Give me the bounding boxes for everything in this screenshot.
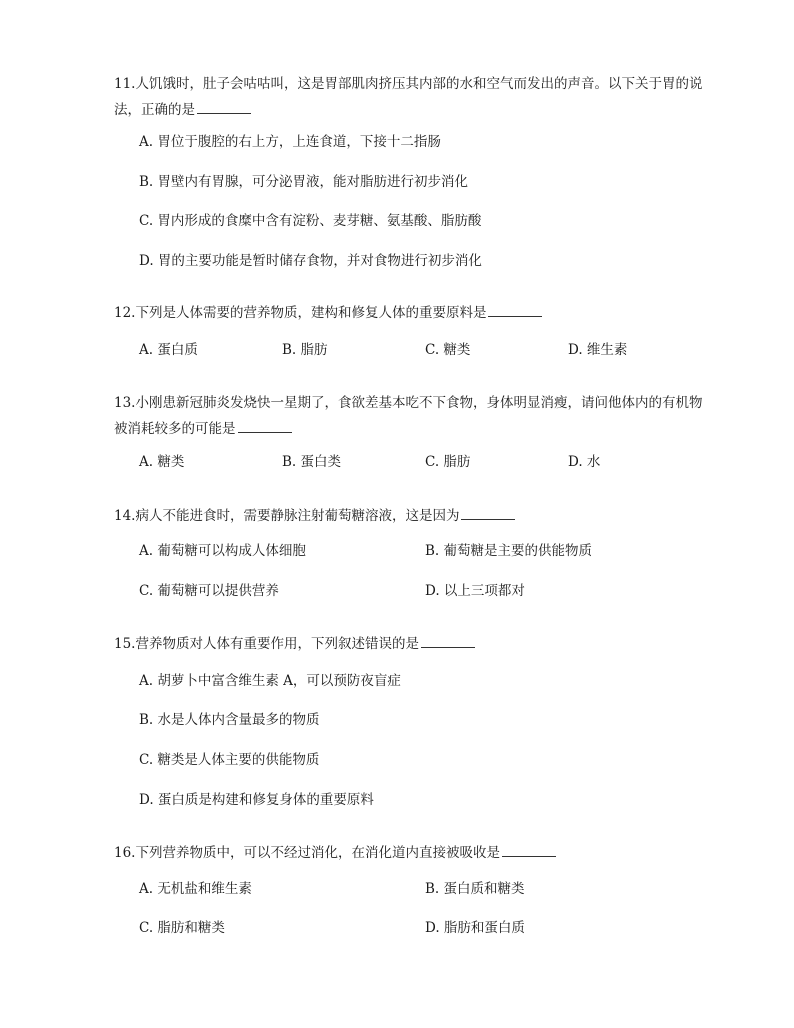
question-number: 16.	[114, 845, 136, 861]
question-14-option-d: D. 以上三项都对	[425, 583, 525, 599]
question-14-option-a: A. 葡萄糖可以构成人体细胞	[139, 543, 306, 559]
question-number: 14.	[114, 508, 136, 524]
question-11-stem	[114, 71, 714, 123]
question-16-stem	[114, 840, 714, 866]
question-14-stem	[114, 503, 714, 529]
question-13-option-c: C. 脂肪	[425, 454, 471, 470]
question-16-option-c: C. 脂肪和糖类	[139, 920, 225, 936]
question-16-option-d: D. 脂肪和蛋白质	[425, 920, 525, 936]
question-13-stem	[114, 390, 714, 442]
question-15-option-d: D. 蛋白质是构建和修复身体的重要原料	[139, 792, 374, 808]
question-number: 11.	[114, 76, 136, 92]
question-15-option-a: A. 胡萝卜中富含维生素 A，可以预防夜盲症	[139, 673, 401, 689]
question-16-option-b: B. 蛋白质和糖类	[425, 881, 525, 897]
answer-blank	[488, 303, 542, 317]
question-number: 12.	[114, 305, 136, 321]
question-14-option-b: B. 葡萄糖是主要的供能物质	[425, 543, 593, 559]
question-12-option-c: C. 糖类	[425, 342, 471, 358]
answer-blank	[461, 506, 515, 520]
question-16-option-a: A. 无机盐和维生素	[139, 881, 252, 897]
question-11-option-d: D. 胃的主要功能是暂时储存食物，并对食物进行初步消化	[139, 253, 482, 269]
question-15-option-c: C. 糖类是人体主要的供能物质	[139, 752, 320, 768]
question-text: 下列是人体需要的营养物质，建构和修复人体的重要原料是	[135, 305, 487, 321]
question-13-option-d: D. 水	[568, 454, 601, 470]
question-15-option-b: B. 水是人体内含量最多的物质	[139, 712, 320, 728]
question-text: 人饥饿时，肚子会咕咕叫，这是胃部肌肉挤压其内部的水和空气而发出的声音。以下关于胃的说法，正确的是	[114, 76, 703, 118]
question-12-stem	[114, 300, 714, 326]
question-text: 下列营养物质中，可以不经过消化，在消化道内直接被吸收是	[135, 845, 500, 861]
question-15-stem	[114, 631, 714, 657]
question-number: 13.	[114, 395, 136, 411]
question-number: 15.	[114, 636, 136, 652]
question-11-option-a: A. 胃位于腹腔的右上方，上连食道，下接十二指肠	[139, 134, 441, 150]
question-13-option-a: A. 糖类	[139, 454, 185, 470]
question-text: 病人不能进食时，需要静脉注射葡萄糖溶液，这是因为	[135, 508, 460, 524]
question-11-option-b: B. 胃壁内有胃腺，可分泌胃液，能对脂肪进行初步消化	[139, 174, 469, 190]
question-13-option-b: B. 蛋白类	[282, 454, 342, 470]
question-text: 小刚患新冠肺炎发烧快一星期了，食欲差基本吃不下食物，身体明显消瘦，请问他体内的有机物被消耗较多的可能是	[114, 395, 703, 437]
answer-blank	[502, 843, 556, 857]
answer-blank	[238, 419, 292, 433]
question-12-option-b: B. 脂肪	[282, 342, 328, 358]
question-text: 营养物质对人体有重要作用，下列叙述错误的是	[135, 636, 419, 652]
answer-blank	[421, 634, 475, 648]
answer-blank	[197, 100, 251, 114]
question-12-option-d: D. 维生素	[568, 342, 628, 358]
question-14-option-c: C. 葡萄糖可以提供营养	[139, 583, 279, 599]
question-11-option-c: C. 胃内形成的食糜中含有淀粉、麦芽糖、氨基酸、脂肪酸	[139, 213, 482, 229]
question-12-option-a: A. 蛋白质	[139, 342, 198, 358]
